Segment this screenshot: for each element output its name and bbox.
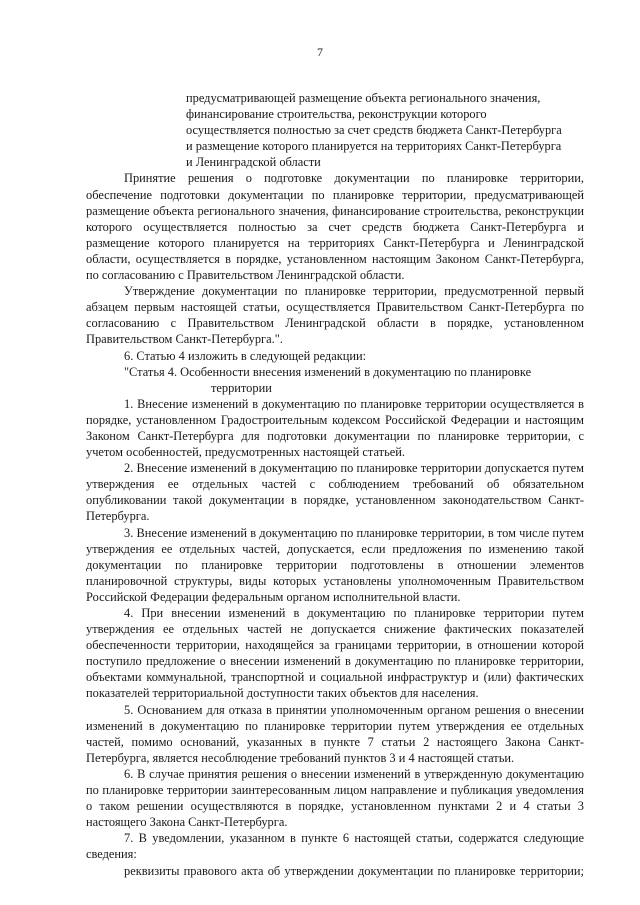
header-block (186, 90, 584, 170)
header-line: и Ленинградской области (186, 155, 321, 170)
paragraph-10: 6. В случае принятия решения о внесении изменений в утвержденную документацию по планировке территории заинтересованным лицом направление и публикация уведомления о таком решении осуществляются в порядке, установленном пунктами 2 и 4 статьи 3 настоящего Закона Санкт-Петербурга. (86, 766, 584, 830)
article-title-line-2: территории (211, 380, 272, 395)
paragraph-12: реквизиты правового акта об утверждении документации по планировке территории; (124, 863, 584, 878)
header-line: финансирование строительства, реконструкции которого (186, 107, 487, 122)
paragraph-3: 6. Статью 4 изложить в следующей редакции: (124, 348, 367, 363)
paragraph-9: 5. Основанием для отказа в принятии уполномоченным органом решения о внесении изменений в документацию по планировке территории путем утверждения ее отдельных частей, помимо оснований, указанных в пункте 7 статьи 2 настоящего Закона Санкт-Петербурга, является несоблюдение требований пунктов 3 и 4 настоящей статьи. (86, 702, 584, 765)
paragraph-2: Утверждение документации по планировке территории, предусмотренной первый абзацем первым настоящей статьи, осуществляется Правительством Санкт-Петербурга по согласованию с Правительством Ленинградской области в порядке, установленном Правительством Санкт-Петербурга.". (86, 284, 584, 347)
article-title-line-1: "Статья 4. Особенности внесения изменений в документацию по планировке (124, 364, 532, 379)
paragraph-8: 4. При внесении изменений в документацию по планировке территории путем утверждения ее отдельных частей не допускается снижение фактических показателей обеспеченности территории, находящейся за границами территории, в отношении которой поступило предложение о внесении изменений в документацию по планировке территории, объектами коммунальной, транспортной и социальной инфраструктур и (или) фактических показателей территориальной доступности таких объектов для населения. (86, 606, 584, 701)
page-number: 7 (317, 45, 323, 59)
paragraph-6: 2. Внесение изменений в документацию по планировке территории допускается путем утверждения ее отдельных частей с соблюдением требований об обязательном опубликовании такой документации в порядке, установленном законодательством Санкт-Петербурга. (86, 461, 584, 524)
header-line: и размещение которого планируется на территориях Санкт-Петербурга (186, 139, 562, 154)
document-body (86, 90, 584, 879)
paragraph-11: 7. В уведомлении, указанном в пункте 6 настоящей статьи, содержатся следующие сведения: (86, 831, 584, 862)
header-line: предусматривающей размещение объекта регионального значения, (186, 91, 541, 105)
header-line: осуществляется полностью за счет средств бюджета Санкт-Петербурга (186, 123, 562, 138)
paragraph-7: 3. Внесение изменений в документацию по планировке территории, в том числе путем утверждения ее отдельных частей, допускается, если предложения по изменению такой документации по планировке территории подготовлены в отношении элементов планировочной структуры, виды которых установлены уполномоченным Правительством Российской Федерации федеральным органом исполнительной власти. (86, 525, 584, 604)
paragraph-5: 1. Внесение изменений в документацию по планировке территории осуществляется в порядке, установленном Градостроительным кодексом Российской Федерации и настоящим Законом Санкт-Петербурга для подготовки документации по планировке территории, с учетом особенностей, предусмотренных настоящей статьей. (86, 396, 584, 460)
paragraph-1: Принятие решения о подготовке документации по планировке территории, обеспечение подготовки документации по планировке территории, предусматривающей размещение объекта регионального значения, финансирование строительства, реконструкции которого осуществляется полностью за счет средств бюджета Санкт-Петербурга и размещение которого планируется на территориях Санкт-Петербурга и Ленинградской области, осуществляется в порядке, установленном настоящим Законом Санкт-Петербурга, по согласованию с Правительством Ленинградской области. (86, 171, 584, 283)
